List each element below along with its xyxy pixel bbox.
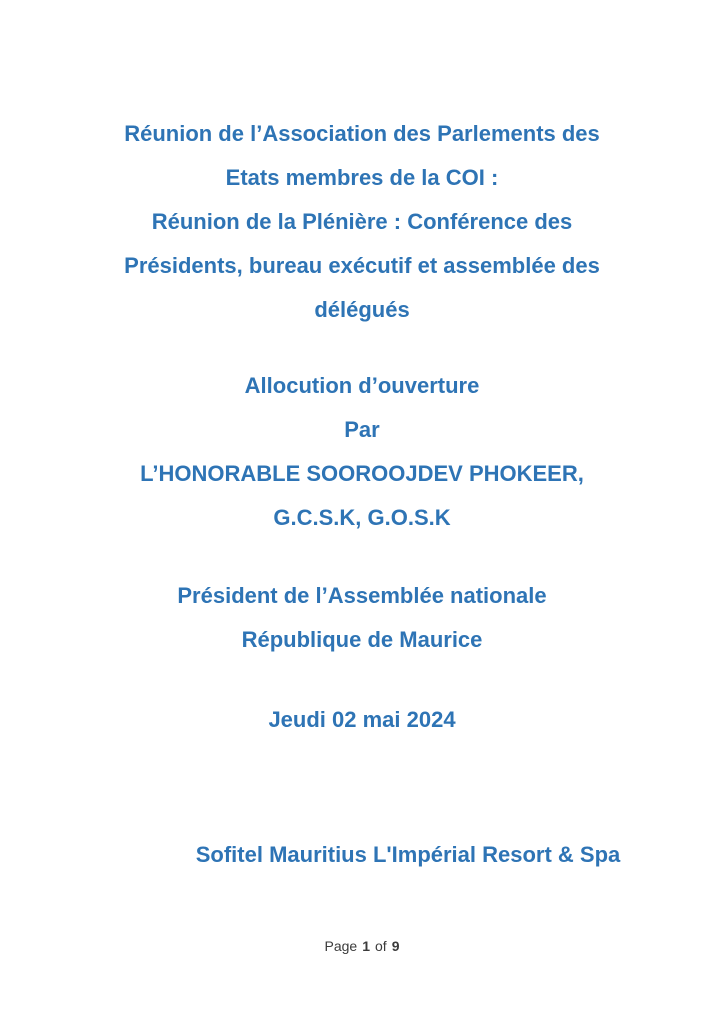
- title-line-4: Présidents, bureau exécutif et assemblée des: [124, 253, 600, 278]
- venue-block: [0, 833, 724, 877]
- speech-line-1: Allocution d’ouverture: [244, 373, 480, 398]
- title-line-2: Etats membres de la COI :: [225, 165, 499, 190]
- title-line-5: délégués: [314, 297, 410, 322]
- footer-page-word: Page: [324, 938, 358, 954]
- event-venue: Sofitel Mauritius L'Impérial Resort & Spa: [195, 842, 621, 867]
- speaker-name: L’HONORABLE SOOROOJDEV PHOKEER,: [140, 461, 584, 486]
- page-footer: [0, 936, 724, 956]
- speaker-country: République de Maurice: [241, 627, 483, 652]
- speaker-honours: G.C.S.K, G.O.S.K: [273, 505, 451, 530]
- speech-heading-block: [0, 364, 724, 540]
- footer-total-pages: 9: [391, 938, 400, 954]
- title-line-1: Réunion de l’Association des Parlements des: [124, 121, 600, 146]
- footer-of-word: of: [375, 938, 387, 954]
- speech-line-2: Par: [344, 417, 380, 442]
- footer-page-number: 1: [362, 938, 370, 954]
- event-date: Jeudi 02 mai 2024: [268, 707, 456, 732]
- speaker-role-block: [0, 574, 724, 662]
- title-line-3: Réunion de la Plénière : Conférence des: [151, 209, 573, 234]
- date-block: [0, 698, 724, 742]
- title-block: [0, 112, 724, 332]
- speaker-role: Président de l’Assemblée nationale: [177, 583, 547, 608]
